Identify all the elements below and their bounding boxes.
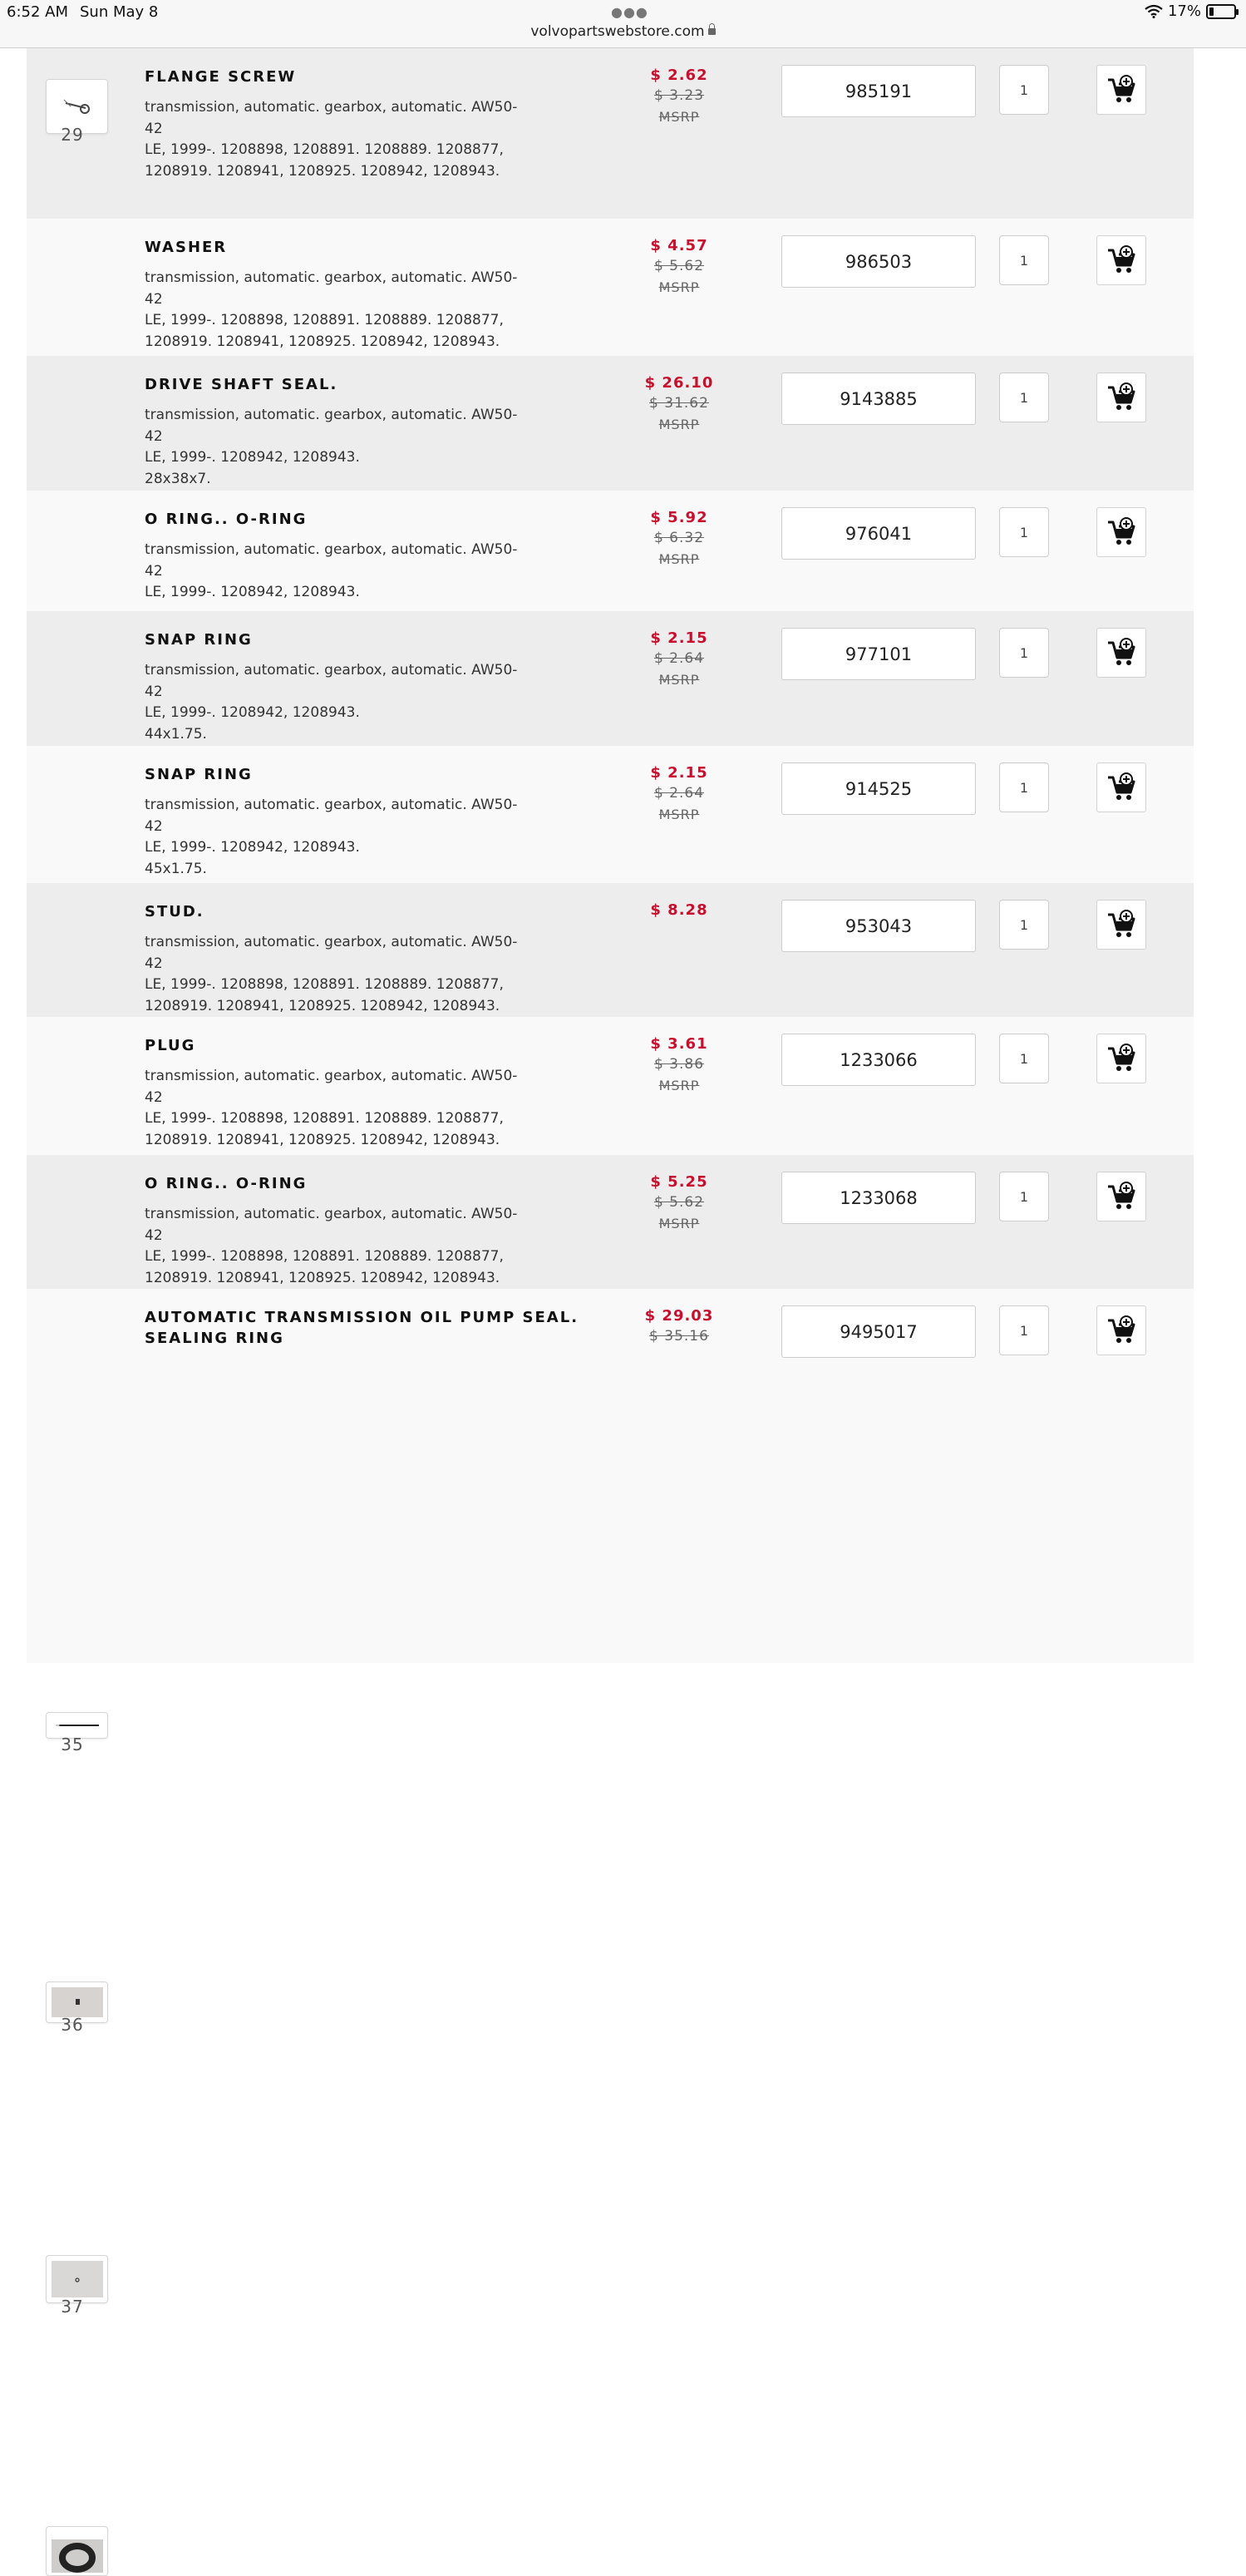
- price-block: [625, 762, 733, 825]
- quantity-input[interactable]: 1: [999, 1034, 1049, 1083]
- price-block: [625, 507, 733, 570]
- part-name-line: O RING.. O-RING: [145, 1175, 308, 1192]
- part-number-field[interactable]: 1233066: [781, 1034, 976, 1086]
- quantity-input[interactable]: 1: [999, 373, 1049, 422]
- description-line: transmission, automatic. gearbox, automatic. AW50-42: [145, 99, 518, 137]
- description-line: 1208919. 1208941, 1208925. 1208942, 1208943.: [145, 997, 500, 1014]
- reference-number: 35: [61, 1735, 84, 1754]
- price-block: [625, 65, 733, 127]
- sale-price: $ 2.62: [650, 67, 708, 84]
- description-line: LE, 1999-. 1208898, 1208891. 1208889. 1208877,: [145, 976, 504, 993]
- part-description: [145, 1204, 535, 1289]
- sale-price: $ 4.57: [650, 237, 708, 254]
- description-line: LE, 1999-. 1208942, 1208943.: [145, 449, 360, 466]
- add-to-cart-button[interactable]: [1096, 1305, 1146, 1355]
- msrp-price: $ 3.23: [653, 87, 705, 104]
- url-text: volvopartswebstore.com: [530, 23, 705, 40]
- part-name[interactable]: [145, 1035, 195, 1056]
- quantity-input[interactable]: 1: [999, 628, 1049, 678]
- reference-number: 37: [61, 2297, 84, 2317]
- sale-price: $ 3.61: [650, 1035, 708, 1053]
- part-description: [145, 405, 535, 490]
- part-number-field[interactable]: 953043: [781, 900, 976, 952]
- add-to-cart-icon: [1106, 1182, 1136, 1212]
- add-to-cart-button[interactable]: [1096, 762, 1146, 812]
- price-block: [625, 628, 733, 690]
- part-number-field[interactable]: 9143885: [781, 373, 976, 425]
- add-to-cart-button[interactable]: [1096, 900, 1146, 950]
- quantity-input[interactable]: 1: [999, 762, 1049, 812]
- description-line: LE, 1999-. 1208898, 1208891. 1208889. 1208877,: [145, 1248, 504, 1265]
- msrp-price: $ 5.62: [653, 258, 705, 274]
- part-name-line: STUD.: [145, 903, 204, 920]
- msrp-price: $ 2.64: [653, 785, 705, 802]
- price-block: [625, 1034, 733, 1096]
- part-row: [27, 48, 1194, 219]
- sale-price: $ 5.92: [650, 509, 708, 526]
- description-line: LE, 1999-. 1208942, 1208943.: [145, 704, 360, 721]
- price-block: [625, 1305, 733, 1347]
- add-to-cart-icon: [1106, 1044, 1136, 1073]
- part-name[interactable]: [145, 629, 253, 650]
- price-block: [625, 235, 733, 298]
- msrp-label: MSRP: [658, 1216, 700, 1231]
- lock-icon: [708, 28, 716, 35]
- description-line: transmission, automatic. gearbox, automatic. AW50-42: [145, 1206, 518, 1244]
- sale-price: $ 8.28: [650, 901, 708, 919]
- description-line: 1208919. 1208941, 1208925. 1208942, 1208943.: [145, 1269, 500, 1286]
- part-row: [27, 746, 1194, 883]
- part-name[interactable]: [145, 901, 204, 922]
- msrp-price: $ 31.62: [649, 395, 709, 412]
- description-line: transmission, automatic. gearbox, automatic. AW50-42: [145, 797, 518, 835]
- part-description: [145, 795, 535, 880]
- part-row: [27, 356, 1194, 491]
- description-line: LE, 1999-. 1208942, 1208943.: [145, 584, 360, 600]
- reference-number: 36: [61, 2015, 84, 2035]
- add-to-cart-button[interactable]: [1096, 1034, 1146, 1083]
- quantity-input[interactable]: 1: [999, 1305, 1049, 1355]
- msrp-label: MSRP: [658, 279, 700, 295]
- sale-price: $ 2.15: [650, 764, 708, 782]
- msrp-label: MSRP: [658, 551, 700, 567]
- part-name-line: AUTOMATIC TRANSMISSION OIL PUMP SEAL.: [145, 1309, 579, 1326]
- part-number-field[interactable]: 9495017: [781, 1305, 976, 1358]
- description-line: LE, 1999-. 1208898, 1208891. 1208889. 1208877,: [145, 141, 504, 158]
- part-number-field[interactable]: 986503: [781, 235, 976, 288]
- part-description: [145, 1066, 535, 1151]
- sale-price: $ 2.15: [650, 629, 708, 647]
- part-description: [145, 932, 535, 1017]
- battery-level: [1209, 7, 1214, 16]
- part-name-line: WASHER: [145, 239, 228, 256]
- status-bar: [0, 0, 1246, 48]
- part-name[interactable]: [145, 67, 296, 87]
- msrp-price: $ 6.32: [653, 530, 705, 546]
- sale-price: $ 29.03: [644, 1307, 714, 1325]
- battery-icon: [1206, 4, 1236, 19]
- part-name[interactable]: [145, 764, 253, 785]
- quantity-input[interactable]: 1: [999, 900, 1049, 950]
- add-to-cart-button[interactable]: [1096, 235, 1146, 285]
- part-description: [145, 540, 535, 604]
- part-name[interactable]: [145, 1173, 307, 1194]
- msrp-label: MSRP: [658, 109, 700, 125]
- msrp-label: MSRP: [658, 807, 700, 822]
- part-description: [145, 268, 535, 353]
- description-line: transmission, automatic. gearbox, automatic. AW50-42: [145, 934, 518, 972]
- add-to-cart-icon: [1106, 75, 1136, 105]
- part-name[interactable]: [145, 374, 337, 395]
- msrp-label: MSRP: [658, 1078, 700, 1093]
- msrp-label: MSRP: [658, 417, 700, 432]
- description-line: 44x1.75.: [145, 725, 207, 743]
- price-block: [625, 373, 733, 435]
- msrp-price: $ 35.16: [649, 1328, 709, 1345]
- part-name-line-2: SEALING RING: [145, 1330, 284, 1347]
- pump-seal-thumb[interactable]: [46, 2526, 108, 2576]
- part-number-field[interactable]: 1233068: [781, 1172, 976, 1224]
- add-to-cart-button[interactable]: [1096, 373, 1146, 422]
- part-number-field[interactable]: 976041: [781, 507, 976, 560]
- msrp-label: MSRP: [658, 672, 700, 688]
- sale-price: $ 5.25: [650, 1173, 708, 1191]
- quantity-input[interactable]: 1: [999, 507, 1049, 557]
- add-to-cart-button[interactable]: [1096, 628, 1146, 678]
- part-description: [145, 97, 535, 182]
- description-line: transmission, automatic. gearbox, automatic. AW50-42: [145, 541, 518, 580]
- part-name-line: FLANGE SCREW: [145, 68, 297, 86]
- description-line: LE, 1999-. 1208898, 1208891. 1208889. 1208877,: [145, 312, 504, 328]
- description-line: transmission, automatic. gearbox, automatic. AW50-42: [145, 662, 518, 700]
- part-name[interactable]: [145, 1307, 579, 1349]
- quantity-input[interactable]: 1: [999, 65, 1049, 115]
- part-name[interactable]: [145, 509, 307, 530]
- msrp-price: $ 5.62: [653, 1194, 705, 1211]
- msrp-price: $ 3.86: [653, 1056, 705, 1073]
- part-number-field[interactable]: 985191: [781, 65, 976, 117]
- part-name-line: SNAP RING: [145, 631, 253, 649]
- add-to-cart-icon: [1106, 910, 1136, 940]
- reference-number: 29: [61, 125, 84, 145]
- part-row: [27, 219, 1194, 356]
- part-name-line: DRIVE SHAFT SEAL.: [145, 376, 338, 393]
- add-to-cart-icon: [1106, 382, 1136, 412]
- battery-percent: 17%: [1167, 2, 1201, 20]
- status-indicators: [1145, 2, 1236, 20]
- quantity-input[interactable]: 1: [999, 1172, 1049, 1221]
- part-row: [27, 611, 1194, 746]
- part-row: [27, 491, 1194, 611]
- add-to-cart-icon: [1106, 638, 1136, 668]
- part-name-line: PLUG: [145, 1037, 196, 1054]
- wifi-icon: [1145, 5, 1163, 18]
- more-dots-icon[interactable]: ●●●: [611, 4, 648, 20]
- status-time: 6:52 AM: [7, 3, 68, 21]
- status-date: Sun May 8: [80, 3, 159, 21]
- description-line: transmission, automatic. gearbox, automatic. AW50-42: [145, 1068, 518, 1106]
- add-to-cart-icon: [1106, 1315, 1136, 1345]
- add-to-cart-button[interactable]: [1096, 507, 1146, 557]
- part-number-field[interactable]: 977101: [781, 628, 976, 680]
- part-name-line: SNAP RING: [145, 766, 253, 783]
- description-line: LE, 1999-. 1208898, 1208891. 1208889. 1208877,: [145, 1110, 504, 1127]
- part-name[interactable]: [145, 237, 227, 258]
- description-line: transmission, automatic. gearbox, automatic. AW50-42: [145, 407, 518, 445]
- price-block: [625, 1172, 733, 1234]
- quantity-input[interactable]: 1: [999, 235, 1049, 285]
- description-line: 1208919. 1208941, 1208925. 1208942, 1208943.: [145, 162, 500, 180]
- description-line: LE, 1999-. 1208942, 1208943.: [145, 839, 360, 856]
- description-line: 28x38x7.: [145, 470, 211, 487]
- part-description: [145, 660, 535, 745]
- add-to-cart-button[interactable]: [1096, 65, 1146, 115]
- price-block: [625, 900, 733, 920]
- address-bar[interactable]: [0, 23, 1246, 40]
- add-to-cart-button[interactable]: [1096, 1172, 1146, 1221]
- description-line: transmission, automatic. gearbox, automatic. AW50-42: [145, 269, 518, 308]
- add-to-cart-icon: [1106, 772, 1136, 802]
- part-name-line: O RING.. O-RING: [145, 511, 308, 528]
- add-to-cart-icon: [1106, 245, 1136, 275]
- description-line: 1208919. 1208941, 1208925. 1208942, 1208943.: [145, 333, 500, 350]
- part-number-field[interactable]: 914525: [781, 762, 976, 815]
- description-line: 45x1.75.: [145, 860, 207, 877]
- sale-price: $ 26.10: [644, 374, 714, 392]
- part-row: [27, 1289, 1194, 1663]
- msrp-price: $ 2.64: [653, 650, 705, 667]
- add-to-cart-icon: [1106, 517, 1136, 547]
- description-line: 1208919. 1208941, 1208925. 1208942, 1208943.: [145, 1131, 500, 1148]
